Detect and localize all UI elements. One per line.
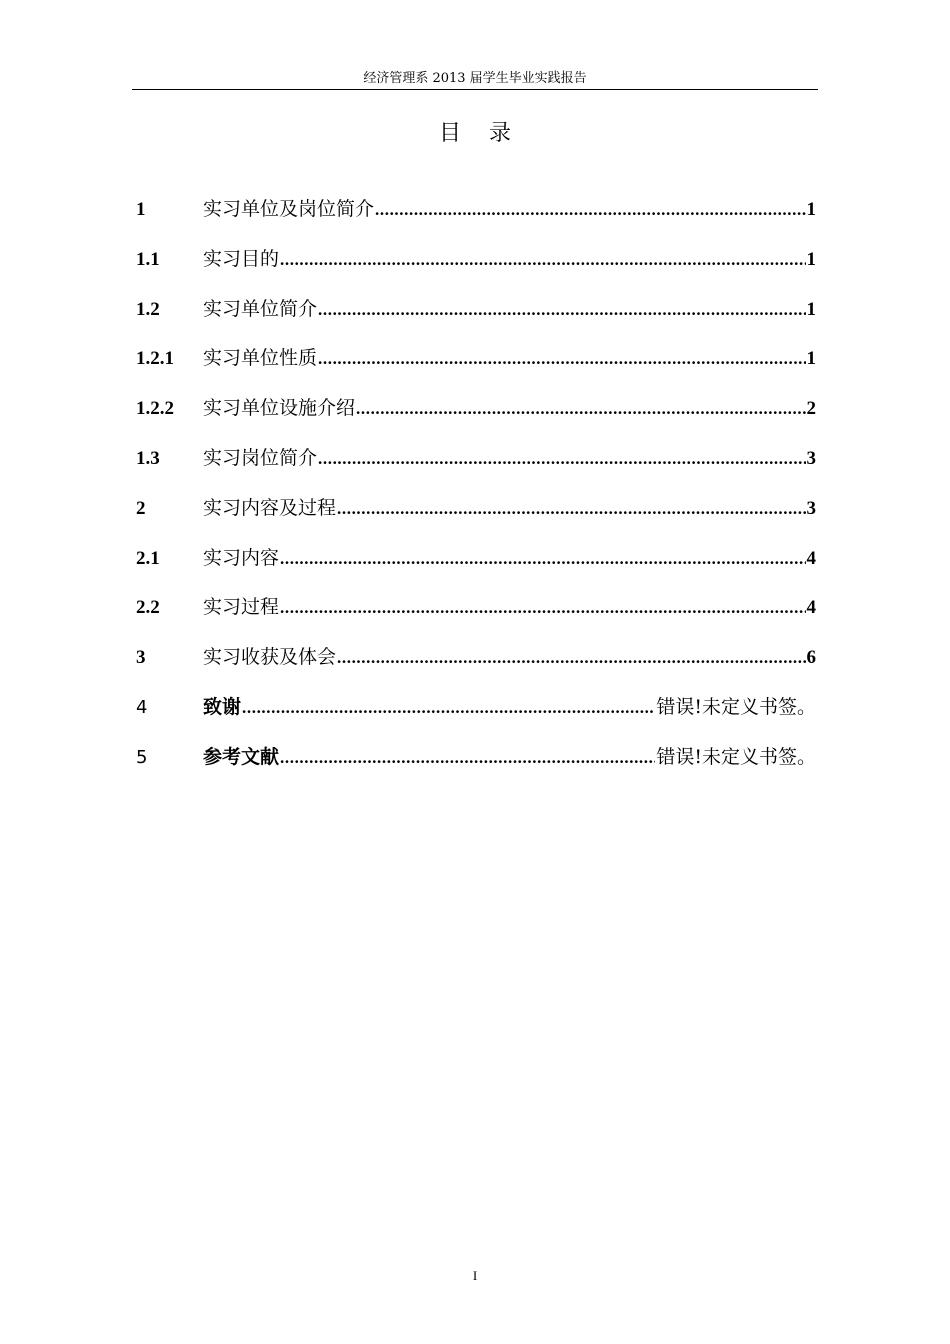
toc-entry-page: 4 [806, 547, 816, 569]
page-header [132, 70, 818, 90]
toc-entry-number: 1.2.1 [136, 348, 174, 370]
toc-entry-label: 实习目的 [203, 247, 280, 270]
toc-entry[interactable] [136, 242, 816, 292]
table-of-contents [136, 192, 816, 790]
toc-entry-label: 参考文献 [203, 745, 280, 768]
toc-dot-leader [375, 193, 805, 227]
toc-entry-label: 实习收获及体会 [203, 646, 337, 669]
toc-entry-page: 3 [806, 447, 816, 469]
toc-entry-page: 3 [806, 497, 816, 519]
page-footer [0, 1268, 950, 1284]
toc-entry-number: 2 [136, 497, 146, 519]
page-number: I [472, 1268, 478, 1283]
header-text: 经济管理系 2013 届学生毕业实践报告 [363, 71, 587, 86]
toc-dot-leader [280, 542, 805, 576]
toc-entry[interactable] [136, 192, 816, 242]
toc-entry-page: 4 [806, 597, 816, 619]
toc-entry[interactable] [136, 640, 816, 690]
toc-entry-label: 致谢 [203, 695, 242, 718]
toc-dot-leader [280, 741, 655, 775]
toc-entry[interactable] [136, 391, 816, 441]
toc-entry-label: 实习单位性质 [203, 347, 318, 370]
toc-entry-label: 实习单位及岗位简介 [203, 198, 375, 220]
toc-entry-page: 1 [806, 348, 816, 370]
toc-dot-leader [280, 591, 805, 625]
toc-entry[interactable] [136, 690, 816, 740]
toc-dot-leader [280, 243, 805, 277]
toc-entry-number: 3 [136, 647, 146, 669]
toc-entry-number: 1.2.2 [136, 398, 174, 420]
toc-entry-label: 实习岗位简介 [203, 446, 318, 469]
toc-entry[interactable] [136, 341, 816, 391]
toc-dot-leader [318, 342, 805, 376]
toc-entry-page: 2 [806, 398, 816, 420]
toc-dot-leader [356, 392, 805, 426]
toc-entry[interactable] [136, 292, 816, 342]
toc-dot-leader [337, 641, 805, 675]
toc-entry-number: 1.3 [136, 447, 160, 469]
toc-entry-label: 实习单位设施介绍 [203, 397, 356, 420]
toc-entry-number: 1 [136, 199, 146, 220]
toc-entry[interactable] [136, 590, 816, 640]
toc-entry-label: 实习内容及过程 [203, 496, 337, 519]
toc-entry-page: 错误!未定义书签。 [656, 695, 816, 718]
toc-entry-label: 实习单位简介 [203, 297, 318, 320]
toc-dot-leader [337, 492, 805, 526]
page-title: 目录 [438, 121, 539, 146]
toc-entry-number: 2.1 [136, 547, 160, 569]
toc-entry-label: 实习过程 [203, 596, 280, 619]
toc-entry-page: 1 [806, 248, 816, 270]
toc-entry-page: 6 [806, 647, 816, 669]
toc-entry[interactable] [136, 441, 816, 491]
toc-entry-number: 2.2 [136, 597, 160, 619]
toc-entry[interactable] [136, 740, 816, 790]
toc-entry-label: 实习内容 [203, 546, 280, 569]
toc-entry-number: 5 [136, 746, 148, 768]
toc-entry-page: 1 [806, 298, 816, 320]
toc-entry-number: 1.2 [136, 298, 160, 320]
toc-entry-page: 错误!未定义书签。 [656, 745, 816, 768]
toc-entry-number: 1.1 [136, 248, 160, 270]
toc-entry-page: 1 [806, 199, 816, 220]
toc-dot-leader [242, 691, 655, 725]
toc-dot-leader [318, 442, 805, 476]
toc-entry[interactable] [136, 491, 816, 541]
toc-entry-number: 4 [136, 696, 148, 718]
toc-entry[interactable] [136, 541, 816, 591]
toc-dot-leader [318, 293, 805, 327]
